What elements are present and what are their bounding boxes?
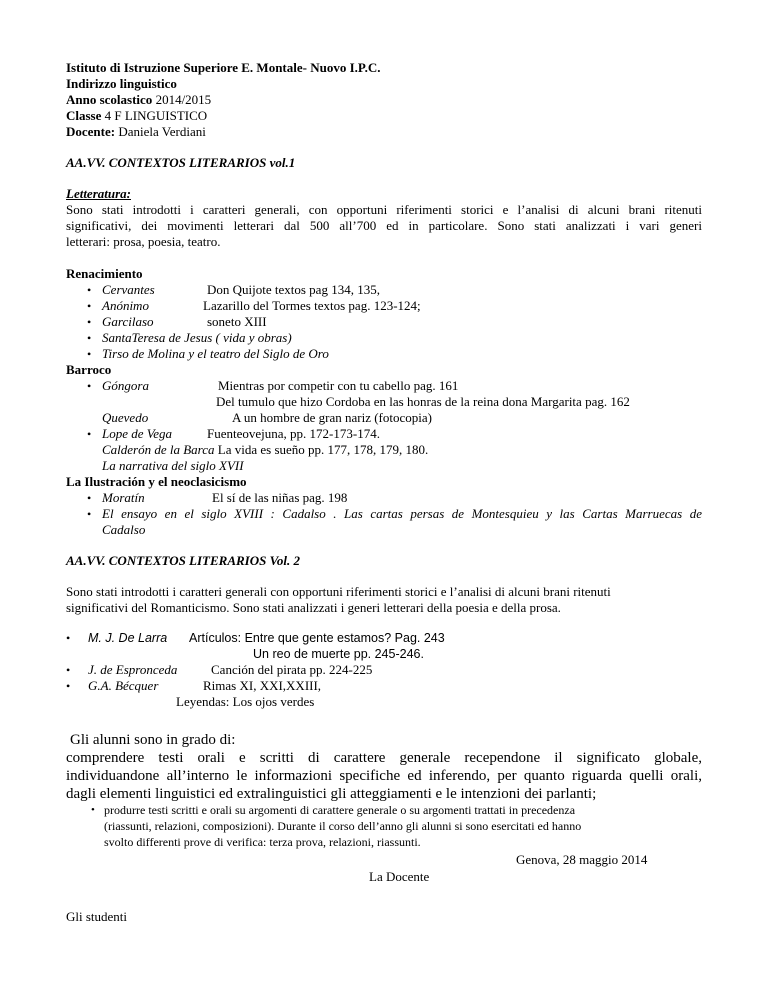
outcomes-bullet-line-1: produrre testi scritti e orali su argomenti di carattere generale o su argomenti trattati in precedenza <box>104 803 576 817</box>
bullet-icon: • <box>66 663 71 677</box>
vol2-intro-2: significativi del Romanticismo. Sono stati analizzati i generi letterari della poesia e della prosa. <box>66 600 561 615</box>
work-gongora-1: Mientras por competir con tu cabello pag. 161 <box>218 378 459 393</box>
bullet-icon: • <box>87 427 92 441</box>
bullet-icon: • <box>87 315 92 329</box>
school-name: Istituto di Istruzione Superiore E. Montale- Nuovo I.P.C. <box>66 60 381 75</box>
bullet-icon: • <box>87 507 92 521</box>
author-larra: M. J. De Larra <box>88 631 168 645</box>
outcomes-intro: Gli alunni sono in grado di: <box>70 732 236 748</box>
work-larra-1: Artículos: Entre que gente estamos? Pag. 243 <box>189 631 445 645</box>
class <box>66 108 207 124</box>
work-larra-2: Un reo de muerte pp. 245-246. <box>253 647 424 661</box>
author-becquer: G.A. Bécquer <box>88 678 159 693</box>
author-cervantes: Cervantes <box>102 282 155 297</box>
outcomes-line-3: dagli elementi linguistici ed extralinguistici gli atteggiamenti e le intenzioni dei parlanti; <box>66 786 597 802</box>
outcomes-line-2: individuandone all’interno le informazioni specifiche ed inferendo, per quanto riguarda quelli orali, <box>66 768 702 784</box>
bullet-icon: • <box>87 331 92 345</box>
school-year <box>66 92 211 108</box>
work-gongora-2: Del tumulo que hizo Cordoba en las honras de la reina dona Margarita pag. 162 <box>216 394 630 409</box>
work-garcilaso: soneto XIII <box>207 314 267 329</box>
ensayo-line-1: El ensayo en el siglo XVIII : Cadalso . Las cartas persas de Montesquieu y las Cartas Marruecas de <box>102 506 702 521</box>
author-moratin: Moratín <box>102 490 145 505</box>
students-signature-label: Gli studenti <box>66 909 128 924</box>
work-lope: Fuenteovejuna, pp. 172-173-174. <box>207 426 380 441</box>
renacimiento-heading: Renacimiento <box>66 266 143 281</box>
author-garcilaso: Garcilaso <box>102 314 154 329</box>
school-year-value: 2014/2015 <box>155 92 212 107</box>
bullet-icon: • <box>87 379 92 393</box>
work-cervantes: Don Quijote textos pag 134, 135, <box>207 282 380 297</box>
class-label: Classe <box>66 108 102 123</box>
author-gongora: Góngora <box>102 378 149 393</box>
author-espronceda: J. de Espronceda <box>88 662 178 677</box>
work-quevedo: A un hombre de gran nariz (fotocopia) <box>232 410 432 425</box>
teacher-signature-label: La Docente <box>369 869 430 884</box>
work-lazarillo: Lazarillo del Tormes textos pag. 123-124; <box>203 298 421 313</box>
author-anonimo: Anónimo <box>102 298 149 313</box>
outcomes-bullet-line-2: (riassunti, relazioni, composizioni). Durante il corso dell’anno gli alunni si sono esercitati ed hanno <box>104 819 582 833</box>
teacher-label: Docente: <box>66 124 116 139</box>
author-calderon: Calderón de la Barca <box>102 442 215 457</box>
calderon-line <box>102 442 428 458</box>
author-tirso: Tirso de Molina y el teatro del Siglo de Oro <box>102 346 329 361</box>
author-quevedo: Quevedo <box>102 410 149 425</box>
work-moratin: El sí de las niñas pag. 198 <box>212 490 348 505</box>
author-santa-teresa: SantaTeresa de Jesus ( vida y obras) <box>102 330 292 345</box>
bullet-icon: • <box>87 299 92 313</box>
work-espronceda: Canción del pirata pp. 224-225 <box>211 662 373 677</box>
bullet-icon: • <box>87 491 92 505</box>
lit-line-3: letterari: prosa, poesia, teatro. <box>66 234 221 249</box>
work-calderon: La vida es sueño pp. 177, 178, 179, 180. <box>217 442 429 457</box>
work-becquer-1: Rimas XI, XXI,XXIII, <box>203 678 322 693</box>
bullet-icon: • <box>87 283 92 297</box>
ilustracion-heading: La Ilustración y el neoclasicismo <box>66 474 247 489</box>
school-year-label: Anno scolastico <box>66 92 153 107</box>
bullet-icon: • <box>87 347 92 361</box>
lit-heading: Letteratura: <box>66 186 131 201</box>
vol2-title: AA.VV. CONTEXTOS LITERARIOS Vol. 2 <box>66 553 300 568</box>
author-lope: Lope de Vega <box>102 426 173 441</box>
track-label: Indirizzo linguistico <box>66 76 177 91</box>
barroco-heading: Barroco <box>66 362 112 377</box>
work-becquer-2: Leyendas: Los ojos verdes <box>176 694 315 709</box>
bullet-icon: • <box>91 804 95 816</box>
lit-line-1: Sono stati introdotti i caratteri generali, con opportuni riferimenti storici e l’analisi di alcuni brani ritenuti <box>66 202 702 217</box>
teacher <box>66 124 206 140</box>
narrativa-siglo-xvii: La narrativa del siglo XVII <box>102 458 244 473</box>
outcomes-line-1: comprendere testi orali e scritti di carattere generale recependone il significato globale, <box>66 750 702 766</box>
vol2-intro-1: Sono stati introdotti i caratteri generali con opportuni riferimenti storici e l’analisi di alcuni brani ritenuti <box>66 584 611 599</box>
vol1-title: AA.VV. CONTEXTOS LITERARIOS vol.1 <box>66 155 296 170</box>
bullet-icon: • <box>66 631 71 645</box>
class-value: 4 F LINGUISTICO <box>104 108 208 123</box>
outcomes-bullet-line-3: svolto differenti prove di verifica: terza prova, relazioni, riassunti. <box>104 835 421 849</box>
place-date: Genova, 28 maggio 2014 <box>516 852 648 867</box>
ensayo-line-2: Cadalso <box>102 522 146 537</box>
teacher-value: Daniela Verdiani <box>118 124 206 139</box>
bullet-icon: • <box>66 679 71 693</box>
lit-line-2: significativi, dei movimenti letterari dal 500 all’700 ed in particolare. Sono stati analizzati i vari generi <box>66 218 702 233</box>
